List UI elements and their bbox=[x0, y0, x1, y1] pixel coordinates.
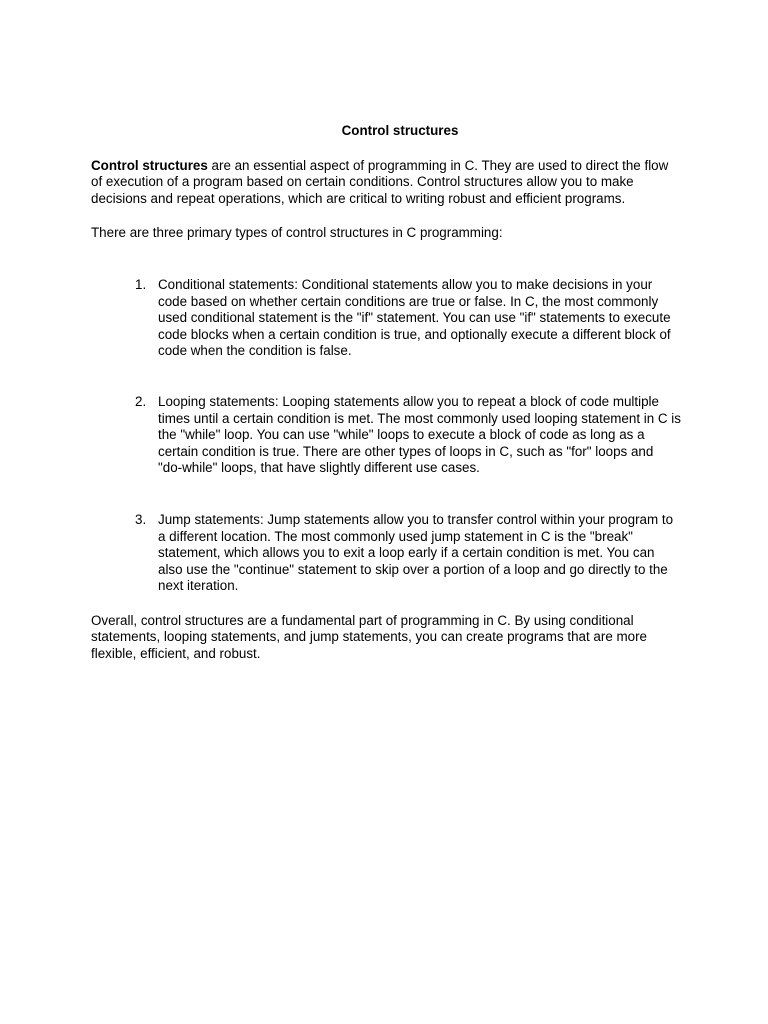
list-item-number: 2. bbox=[135, 393, 147, 409]
intro-paragraph bbox=[91, 158, 681, 208]
document-title: Control structures bbox=[341, 123, 459, 138]
intro-lead-term: Control structures bbox=[91, 157, 208, 173]
list-item-looping bbox=[91, 394, 681, 477]
list-item-jump bbox=[91, 512, 681, 595]
control-structure-types-list bbox=[91, 277, 681, 595]
list-item-number: 1. bbox=[135, 276, 147, 292]
list-item-text: Conditional statements: Conditional statements allow you to make decisions in your code based on whether certain conditions are true or false. In C, the most commonly used conditional statement is the "if" statement. You can use "if" statements to execute code blocks when a certain condition is true, and optionally execute a different block of code when the condition is false. bbox=[158, 276, 671, 359]
intro-text: are an essential aspect of programming in C. They are used to direct the flow of execution of a program based on certain conditions. Control structures allow you to make decisions and repeat operations, which are critical to writing robust and efficient programs. bbox=[91, 157, 669, 206]
document-body bbox=[91, 123, 681, 663]
list-item-number: 3. bbox=[135, 511, 147, 527]
conclusion-paragraph: Overall, control structures are a fundamental part of programming in C. By using conditional statements, looping statements, and jump statements, you can create programs that are more flexible, efficient, and robust. bbox=[91, 612, 647, 662]
list-item-text: Jump statements: Jump statements allow you to transfer control within your program to a different location. The most commonly used jump statement in C is the "break" statement, which allows you to exit a loop early if a certain condition is met. You can also use the "continue" statement to skip over a portion of a loop and go directly to the next iteration. bbox=[158, 511, 674, 594]
list-item-text: Looping statements: Looping statements allow you to repeat a block of code multiple times until a certain condition is met. The most commonly used looping statement in C is the "while" loop. You can use "while" loops to execute a block of code as long as a certain condition is true. There are other types of loops in C, such as "for" loops and "do-while" loops, that have slightly different use cases. bbox=[158, 393, 681, 476]
types-lead-sentence: There are three primary types of control structures in C programming: bbox=[91, 225, 503, 241]
list-item-conditional bbox=[91, 277, 681, 360]
